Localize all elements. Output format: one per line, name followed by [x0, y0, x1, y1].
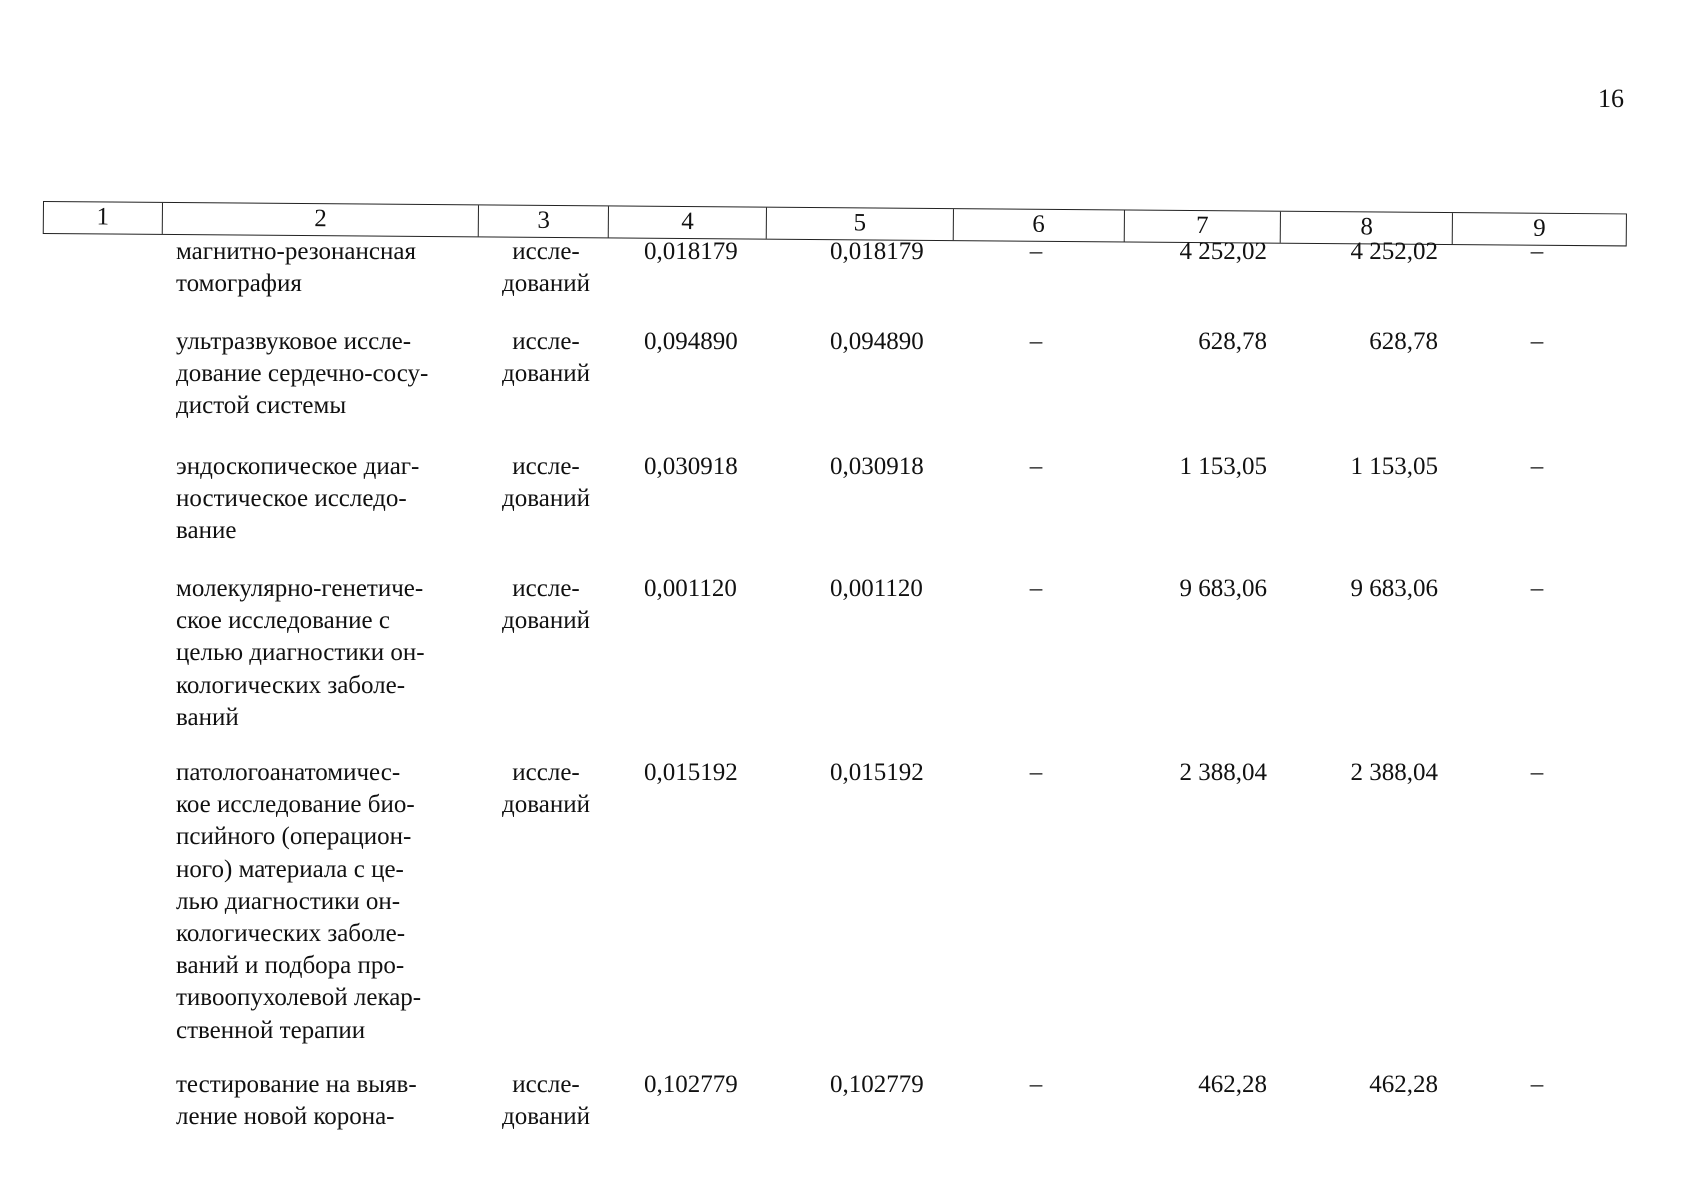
header-col-8: 8: [1281, 212, 1453, 244]
service-name-line: кологических заболе-: [176, 920, 406, 948]
header-col-7: 7: [1124, 210, 1281, 242]
unit-line: дований: [502, 485, 590, 513]
table-row: [0, 451, 1696, 573]
table-row: [0, 326, 1696, 451]
service-name-line: тестирование на выяв-: [176, 1071, 417, 1098]
unit: [491, 236, 601, 300]
service-name-line: томография: [176, 270, 302, 298]
service-name-line: дование сердечно-сосу-: [176, 360, 429, 388]
unit-line: дований: [502, 1103, 590, 1131]
service-name-line: дистой системы: [176, 392, 347, 420]
service-name: [176, 451, 465, 548]
col-9-value: –: [1530, 1071, 1544, 1098]
unit: [491, 451, 601, 515]
col-9-value: –: [1530, 238, 1544, 265]
col-7-value: 2 388,04: [1179, 759, 1267, 786]
col-7-value: 628,78: [1198, 328, 1267, 355]
unit-line: иссле-: [512, 759, 580, 786]
header-col-4: 4: [609, 206, 767, 238]
service-name-line: кологических заболе-: [176, 671, 406, 699]
unit-line: дований: [502, 607, 590, 635]
service-name-line: ваний: [176, 703, 239, 731]
col-8-value: 462,28: [1369, 1071, 1438, 1098]
col-4-value: 0,001120: [644, 575, 737, 602]
col-4-value: 0,102779: [644, 1071, 738, 1098]
unit-line: иссле-: [512, 1071, 580, 1098]
col-7-value: 4 252,02: [1179, 238, 1267, 265]
page-number: 16: [1598, 84, 1624, 113]
col-6-value: –: [1029, 453, 1043, 480]
col-4-value: 0,030918: [644, 453, 738, 480]
col-8-value: 1 153,05: [1350, 453, 1438, 480]
header-col-2: 2: [163, 203, 480, 236]
unit-line: дований: [502, 360, 590, 388]
col-5-value: 0,018179: [830, 238, 924, 265]
table-row: [0, 236, 1696, 326]
unit-line: иссле-: [512, 328, 580, 355]
service-name: [176, 573, 465, 734]
service-name-line: ультразвуковое иссле-: [176, 328, 412, 355]
unit-line: иссле-: [512, 453, 580, 480]
table-row: [0, 1069, 1696, 1149]
service-name-line: кое исследование био-: [176, 791, 415, 819]
service-name: [176, 1069, 465, 1133]
service-name-line: эндоскопическое диаг-: [176, 453, 420, 480]
col-8-value: 628,78: [1369, 328, 1438, 355]
service-name-line: патологоанатомичес-: [176, 759, 401, 786]
col-8-value: 9 683,06: [1350, 575, 1438, 602]
col-8-value: 2 388,04: [1350, 759, 1438, 786]
col-6-value: –: [1029, 575, 1043, 602]
col-9-value: –: [1530, 759, 1544, 786]
table-row: [0, 757, 1696, 1069]
unit-line: иссле-: [512, 238, 580, 265]
service-name-line: ностическое исследо-: [176, 485, 407, 513]
col-5-value: 0,015192: [830, 759, 924, 786]
service-name-line: лью диагностики он-: [176, 887, 401, 915]
col-4-value: 0,015192: [644, 759, 738, 786]
service-name: [176, 757, 465, 1047]
unit-line: иссле-: [512, 575, 580, 602]
unit: [491, 326, 601, 390]
unit: [491, 757, 601, 821]
service-name-line: ваний и подбора про-: [176, 952, 405, 980]
unit: [491, 1069, 601, 1133]
header-col-6: 6: [954, 209, 1125, 241]
col-5-value: 0,102779: [830, 1071, 924, 1098]
col-6-value: –: [1029, 238, 1043, 265]
col-8-value: 4 252,02: [1350, 238, 1438, 265]
col-9-value: –: [1530, 328, 1544, 355]
service-name-line: тивоопухолевой лекар-: [176, 984, 422, 1012]
service-name-line: псийного (операцион-: [176, 823, 412, 851]
service-name: [176, 326, 465, 423]
service-name: [176, 236, 465, 300]
service-name-line: ственной терапии: [176, 1016, 366, 1044]
header-col-1: 1: [44, 202, 163, 234]
service-name-line: ление новой корона-: [176, 1103, 395, 1131]
col-5-value: 0,094890: [830, 328, 924, 355]
header-col-9: 9: [1533, 214, 1546, 242]
service-name-line: магнитно-резонансная: [176, 238, 416, 265]
service-name-line: ного) материала с це-: [176, 855, 404, 883]
service-name-line: молекулярно-генетиче-: [176, 575, 424, 602]
header-col-5: 5: [767, 208, 954, 240]
col-5-value: 0,001120: [830, 575, 923, 602]
service-name-line: целью диагностики он-: [176, 639, 425, 667]
col-6-value: –: [1029, 1071, 1043, 1098]
col-4-value: 0,094890: [644, 328, 738, 355]
table-row: [0, 573, 1696, 757]
unit-line: дований: [502, 270, 590, 298]
table-body: [0, 236, 1696, 1149]
col-7-value: 9 683,06: [1179, 575, 1267, 602]
col-9-value: –: [1530, 575, 1544, 602]
col-7-value: 1 153,05: [1179, 453, 1267, 480]
col-5-value: 0,030918: [830, 453, 924, 480]
service-name-line: вание: [176, 517, 237, 545]
col-6-value: –: [1029, 328, 1043, 355]
col-9-value: –: [1530, 453, 1544, 480]
service-name-line: ское исследование с: [176, 607, 390, 635]
col-6-value: –: [1029, 759, 1043, 786]
col-4-value: 0,018179: [644, 238, 738, 265]
col-7-value: 462,28: [1198, 1071, 1267, 1098]
unit-line: дований: [502, 791, 590, 819]
header-col-3: 3: [479, 205, 609, 237]
unit: [491, 573, 601, 637]
